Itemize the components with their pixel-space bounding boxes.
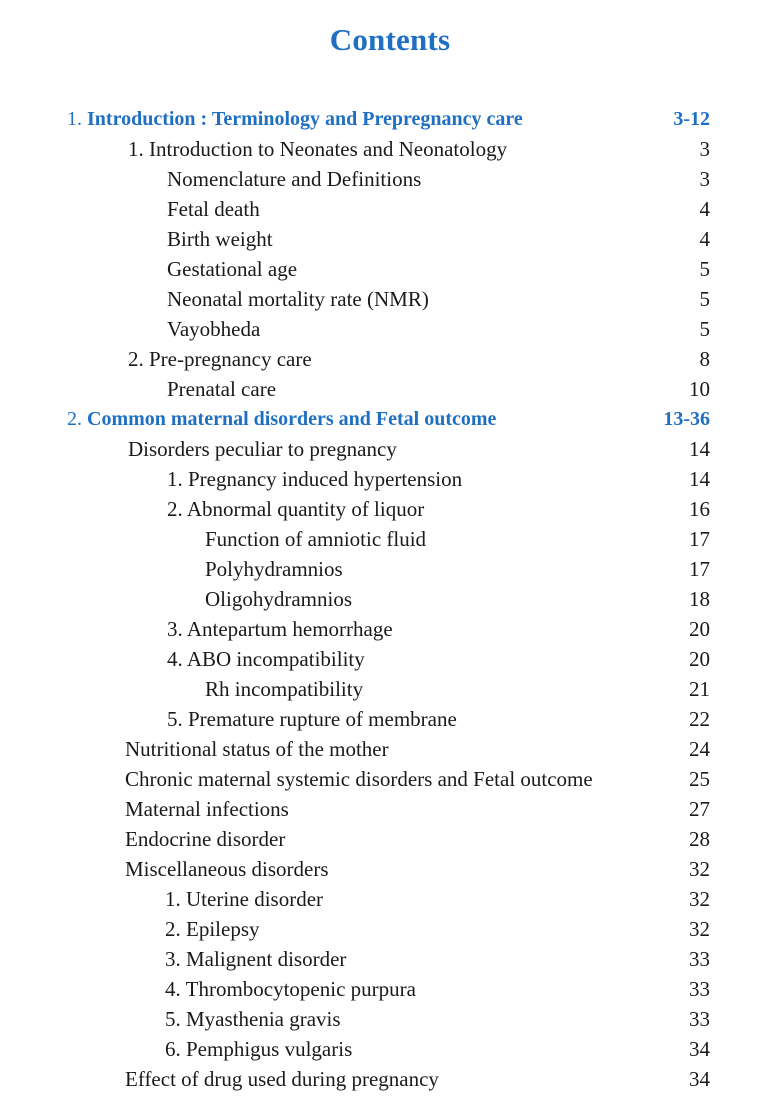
entry-page: 5 — [699, 287, 710, 311]
entry-page: 14 — [689, 467, 710, 491]
entry-page: 32 — [689, 857, 710, 881]
chapter-heading[interactable] — [0, 404, 780, 434]
toc-entry[interactable] — [0, 1034, 780, 1064]
entry-label: Nutritional status of the mother — [125, 737, 389, 761]
entry-label: 2. Abnormal quantity of liquor — [167, 497, 425, 521]
toc-entry[interactable] — [0, 704, 780, 734]
toc-entry[interactable] — [0, 284, 780, 314]
entry-page: 17 — [689, 527, 710, 551]
toc-entry[interactable] — [0, 314, 780, 344]
entry-page: 24 — [689, 737, 710, 761]
entry-page: 20 — [689, 617, 710, 641]
toc-entry[interactable] — [0, 794, 780, 824]
chapter-pages: 3-12 — [673, 108, 710, 130]
entry-label: 1. Introduction to Neonates and Neonatology — [128, 137, 508, 161]
chapter-title — [67, 104, 523, 134]
toc-entry[interactable] — [0, 554, 780, 584]
toc-entry[interactable] — [0, 464, 780, 494]
entry-page: 3 — [699, 167, 710, 191]
entry-label: 5. Myasthenia gravis — [165, 1007, 341, 1031]
entry-label: Miscellaneous disorders — [125, 857, 329, 881]
toc-entry[interactable] — [0, 674, 780, 704]
toc-entry[interactable] — [0, 434, 780, 464]
entry-page: 34 — [689, 1067, 710, 1091]
toc-entry[interactable] — [0, 134, 780, 164]
entry-page: 32 — [689, 917, 710, 941]
entry-label: Polyhydramnios — [205, 557, 343, 581]
entry-page: 5 — [699, 317, 710, 341]
entry-label: Vayobheda — [167, 317, 261, 341]
entry-label: 1. Pregnancy induced hypertension — [167, 467, 463, 491]
entry-label: Endocrine disorder — [125, 827, 286, 851]
toc-entry[interactable] — [0, 644, 780, 674]
toc-entry[interactable] — [0, 164, 780, 194]
entry-label: Fetal death — [167, 197, 260, 221]
entry-label: Nomenclature and Definitions — [167, 167, 422, 191]
entry-label: 1. Uterine disorder — [165, 887, 324, 911]
entry-page: 25 — [689, 767, 710, 791]
entry-label: 6. Pemphigus vulgaris — [165, 1037, 353, 1061]
page-title: Contents — [329, 22, 451, 57]
entry-label: 5. Premature rupture of membrane — [167, 707, 457, 731]
entry-label: 2. Epilepsy — [165, 917, 260, 941]
toc-entry[interactable] — [0, 1004, 780, 1034]
entry-label: Function of amniotic fluid — [205, 527, 427, 551]
entry-page: 14 — [689, 437, 710, 461]
entry-page: 22 — [689, 707, 710, 731]
entry-label: Effect of drug used during pregnancy — [125, 1067, 439, 1091]
entry-page: 34 — [689, 1037, 710, 1061]
entry-page: 10 — [689, 377, 710, 401]
table-of-contents — [0, 104, 780, 1094]
entry-page: 20 — [689, 647, 710, 671]
entry-label: Oligohydramnios — [205, 587, 352, 611]
entry-page: 28 — [689, 827, 710, 851]
toc-entry[interactable] — [0, 734, 780, 764]
toc-entry[interactable] — [0, 1064, 780, 1094]
toc-entry[interactable] — [0, 524, 780, 554]
entry-label: 4. ABO incompatibility — [167, 647, 365, 671]
chapter-number: 1. — [67, 108, 82, 130]
entry-label: 3. Malignent disorder — [165, 947, 347, 971]
toc-entry[interactable] — [0, 494, 780, 524]
entry-page: 16 — [689, 497, 710, 521]
toc-entry[interactable] — [0, 764, 780, 794]
toc-entry[interactable] — [0, 914, 780, 944]
entry-page: 17 — [689, 557, 710, 581]
entry-label: Maternal infections — [125, 797, 289, 821]
entry-label: Gestational age — [167, 257, 298, 281]
toc-entry[interactable] — [0, 974, 780, 1004]
toc-entry[interactable] — [0, 224, 780, 254]
entry-page: 4 — [699, 227, 710, 251]
entry-label: Chronic maternal systemic disorders and Fetal outcome — [125, 767, 593, 791]
entry-page: 32 — [689, 887, 710, 911]
chapter-title — [67, 404, 496, 434]
toc-entry[interactable] — [0, 944, 780, 974]
entry-label: 4. Thrombocytopenic purpura — [165, 977, 416, 1001]
toc-entry[interactable] — [0, 254, 780, 284]
toc-entry[interactable] — [0, 374, 780, 404]
entry-label: Prenatal care — [167, 377, 277, 401]
chapter-number: 2. — [67, 408, 82, 430]
entry-page: 21 — [689, 677, 710, 701]
toc-entry[interactable] — [0, 884, 780, 914]
entry-label: Birth weight — [167, 227, 273, 251]
chapter-pages: 13-36 — [663, 408, 710, 430]
entry-page: 5 — [699, 257, 710, 281]
toc-entry[interactable] — [0, 344, 780, 374]
entry-label: 3. Antepartum hemorrhage — [167, 617, 393, 641]
entry-label: Disorders peculiar to pregnancy — [128, 437, 397, 461]
chapter-heading[interactable] — [0, 104, 780, 134]
entry-page: 4 — [699, 197, 710, 221]
toc-entry[interactable] — [0, 194, 780, 224]
entry-page: 18 — [689, 587, 710, 611]
toc-entry[interactable] — [0, 614, 780, 644]
chapter-title-text: Common maternal disorders and Fetal outcome — [87, 408, 497, 430]
toc-entry[interactable] — [0, 824, 780, 854]
entry-label: Rh incompatibility — [205, 677, 364, 701]
toc-entry[interactable] — [0, 584, 780, 614]
entry-page: 33 — [689, 947, 710, 971]
entry-page: 27 — [689, 797, 710, 821]
toc-entry[interactable] — [0, 854, 780, 884]
entry-page: 3 — [699, 137, 710, 161]
entry-page: 8 — [699, 347, 710, 371]
entry-label: Neonatal mortality rate (NMR) — [167, 287, 429, 311]
entry-page: 33 — [689, 1007, 710, 1031]
entry-page: 33 — [689, 977, 710, 1001]
entry-label: 2. Pre-pregnancy care — [128, 347, 312, 371]
chapter-title-text: Introduction : Terminology and Prepregnancy care — [87, 108, 523, 130]
